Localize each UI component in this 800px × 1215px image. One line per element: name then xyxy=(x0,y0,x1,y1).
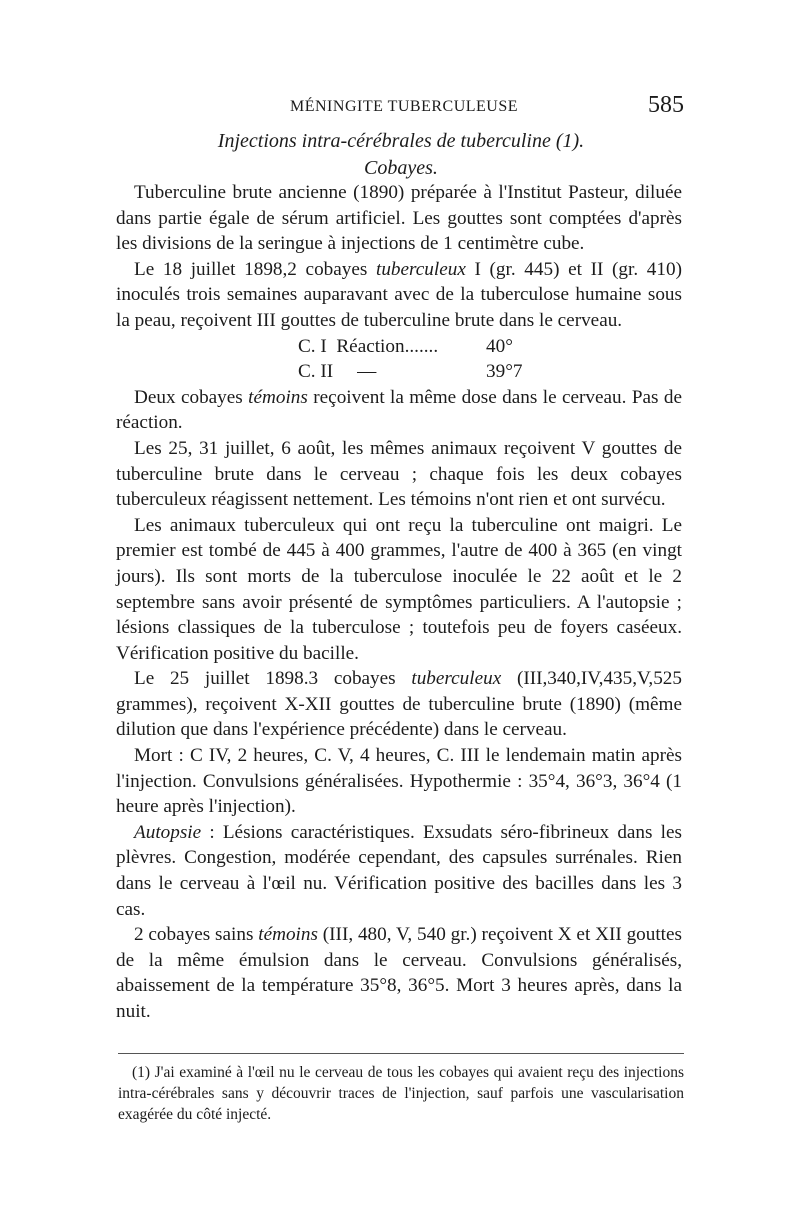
paragraph-experiment-1 xyxy=(116,257,682,334)
reaction-value: 40° xyxy=(486,335,513,357)
paragraph-experiment-2 xyxy=(116,666,682,743)
paragraph-controls xyxy=(116,385,682,436)
section-subtitle: Cobayes. xyxy=(364,157,438,179)
reaction-label: C. I Réaction....... xyxy=(298,335,439,357)
paragraph-repeat-doses: Les 25, 31 juillet, 6 août, les mêmes animaux reçoivent V gouttes de tuberculine brute dans le cerveau ; chaque fois les deux cobayes tuberculeux réagissent nettement. Les témoins n'ont rien et ont survécu. xyxy=(116,437,682,511)
paragraph-outcome: Les animaux tuberculeux qui ont reçu la tuberculine ont maigri. Le premier est tombé de 445 à 400 grammes, l'autre de 400 à 365 (en vingt jours). Ils sont morts de la tuberculose inoculée le 22 août et le 2 septembre sans avoir présenté de symptômes particuliers. A l'autopsie ; lésions classiques de la tuberculose ; toutefois peu de foyers caséeux. Vérification positive du bacille. xyxy=(116,514,682,664)
italic-term: témoins xyxy=(258,924,318,946)
text-span: 2 cobayes sains xyxy=(134,924,259,946)
text-span: (III, 480, V, 540 gr.) reçoivent X et XII gouttes de la même émulsion dans le cerveau. Convulsions généralisés, abaissement de la température 35°8, 36°5. Mort 3 heures après, dans la nuit. xyxy=(116,924,682,1022)
page-number: 585 xyxy=(648,92,684,118)
page-header xyxy=(118,92,684,122)
paragraph-deaths: Mort : C IV, 2 heures, C. V, 4 heures, C. III le lendemain matin après l'injection. Convulsions généralisées. Hypothermie : 35°4, 36°3, 36°4 (1 heure après l'injection). xyxy=(116,745,682,818)
reaction-row xyxy=(298,359,682,385)
reaction-label: C. II — xyxy=(298,361,377,383)
italic-term: témoins xyxy=(248,386,308,408)
text-span: : Lésions caractéristiques. Exsudats séro-fibrineux dans les plèvres. Congestion, modérée cependant, des capsules surrénales. Rien dans le cerveau à l'œil nu. Vérification positive des bacilles dans les 3 cas. xyxy=(116,821,682,920)
text-span: Le 25 juillet 1898.3 cobayes xyxy=(134,668,412,690)
running-head: MÉNINGITE TUBERCULEUSE xyxy=(290,98,519,115)
text-span: I (gr. 445) et II (gr. 410) inoculés trois semaines auparavant avec de la tuberculose humaine sous la peau, reçoivent III gouttes de tuberculine brute dans le cerveau. xyxy=(116,258,682,331)
footnote-divider xyxy=(118,1053,684,1054)
footnote-text: (1) J'ai examiné à l'œil nu le cerveau de tous les cobayes qui avaient reçu des injections intra-cérébrales sans y découvrir traces de l'injection, sauf parfois une vascularisation exagérée du côté injecté. xyxy=(118,1064,684,1123)
paragraph-autopsy xyxy=(116,820,682,922)
italic-term: Autopsie xyxy=(134,821,202,843)
reaction-table xyxy=(298,334,682,385)
footnote xyxy=(118,1062,684,1125)
reaction-value: 39°7 xyxy=(486,361,523,383)
text-span: reçoivent la même dose dans le cerveau. Pas de réaction. xyxy=(116,386,682,434)
section-titles xyxy=(118,128,684,182)
text-span: Deux cobayes xyxy=(134,386,249,408)
text-span: (III,340,IV,435,V,525 grammes), reçoivent X-XII gouttes de tuberculine brute (1890) (même dilution que dans l'expérience précédente) dans le cerveau. xyxy=(116,668,682,741)
italic-term: tuberculeux xyxy=(411,668,502,690)
paragraph-preparation: Tuberculine brute ancienne (1890) préparée à l'Institut Pasteur, diluée dans partie égale de sérum artificiel. Les gouttes sont comptées d'après les divisions de la seringue à injections de 1 centimètre cube. xyxy=(116,182,682,255)
italic-term: tuberculeux xyxy=(376,258,466,280)
text-span: Le 18 juillet 1898,2 cobayes xyxy=(134,258,376,280)
paragraph-healthy-controls xyxy=(116,922,682,1024)
reaction-row xyxy=(298,334,682,360)
body-text xyxy=(116,180,682,1025)
section-title: Injections intra-cérébrales de tuberculine (1). xyxy=(217,130,585,152)
